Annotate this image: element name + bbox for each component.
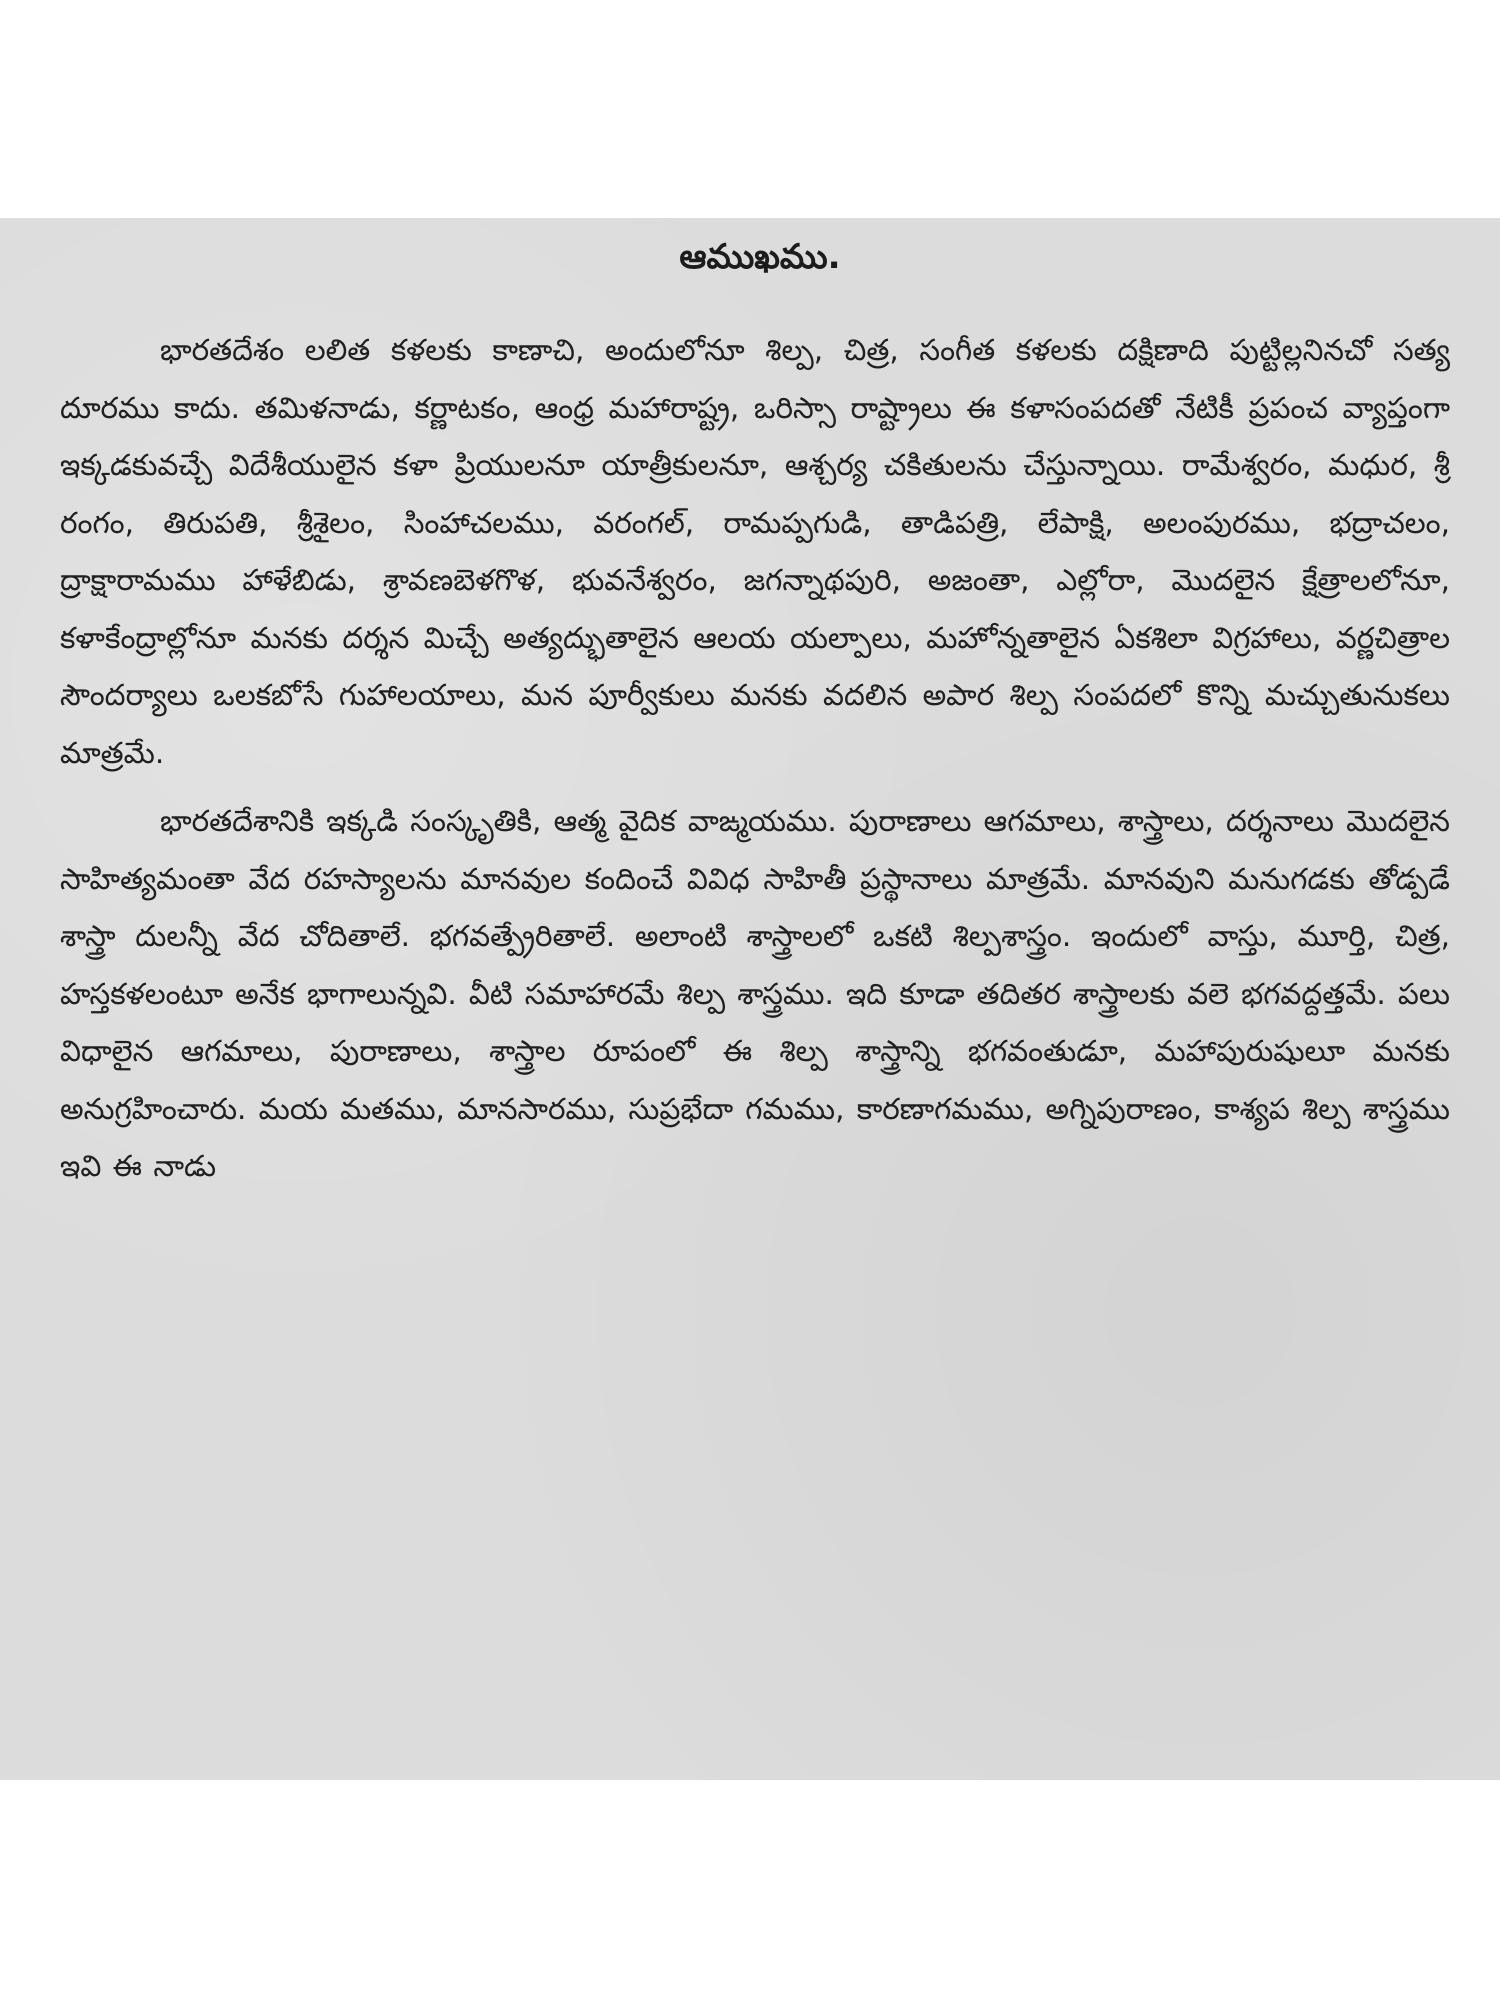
body-paragraph-2: భారతదేశానికి ఇక్కడి సంస్కృతికి, ఆత్మ వైదిక వాఙ్మయము. పురాణాలు ఆగమాలు, శాస్త్రాలు, దర్శనాలు మొదలైన సాహిత్యమంతా వేద రహస్యాలను మానవుల కందించే వివిధ సాహితీ ప్రస్థానాలు మాత్రమే. మానవుని మనుగడకు తోడ్పడే శాస్త్రా దులన్నీ వేద చోదితాలే. భగవత్ప్రేరితాలే. అలాంటి శాస్త్రాలలో ఒకటి శిల్పశాస్త్రం. ఇందులో వాస్తు, మూర్తి, చిత్ర, హస్తకళలంటూ అనేక భాగాలున్నవి. వీటి సమాహారమే శిల్ప శాస్త్రము. ఇది కూడా తదితర శాస్త్రాలకు వలె భగవద్దత్తమే. పలు విధాలైన ఆగమాలు, పురాణాలు, శాస్త్రాల రూపంలో ఈ శిల్ప శాస్త్రాన్ని భగవంతుడూ, మహాపురుషులూ మనకు అనుగ్రహించారు. మయ మతము, మానసారము, సుప్రభేదా గమము, కారణాగమము, అగ్నిపురాణం, కాశ్యప శిల్ప శాస్త్రము ఇవి ఈ నాడు (60, 804, 1450, 1183)
body-paragraph-1: భారతదేశం లలిత కళలకు కాణాచి, అందులోనూ శిల్ప, చిత్ర, సంగీత కళలకు దక్షిణాది పుట్టిల్లనినచో సత్య దూరము కాదు. తమిళనాడు, కర్ణాటకం, ఆంధ్ర మహారాష్ట్ర, ఒరిస్సా రాష్ట్రాలు ఈ కళాసంపదతో నేటికీ ప్రపంచ వ్యాప్తంగా ఇక్కడకువచ్చే విదేశీయులైన కళా ప్రియులనూ యాత్రీకులనూ, ఆశ్చర్య చకితులను చేస్తున్నాయి. రామేశ్వరం, మధుర, శ్రీ రంగం, తిరుపతి, శ్రీశైలం, సింహాచలము, వరంగల్, రామప్పగుడి, తాడిపత్రి, లేపాక్షి, అలంపురము, భద్రాచలం, ద్రాక్షారామము హాళేబిడు, శ్రావణబెళగొళ, భువనేశ్వరం, జగన్నాథపురి, అజంతా, ఎల్లోరా, మొదలైన క్షేత్రాలలోనూ, కళాకేంద్రాల్లోనూ మనకు దర్శన మిచ్చే అత్యద్భుతాలైన ఆలయ యల్పాలు, మహోన్నతాలైన ఏకశిలా విగ్రహాలు, వర్ణచిత్రాల సౌందర్యాలు ఒలకబోసే గుహాలయాలు, మన పూర్వీకులు మనకు వదలిన అపార శిల్ప సంపదలో కొన్ని మచ్చుతునుకలు మాత్రమే. (60, 333, 1450, 770)
page-title: ఆముఖము. (679, 237, 841, 277)
scanned-page (0, 218, 1500, 1780)
